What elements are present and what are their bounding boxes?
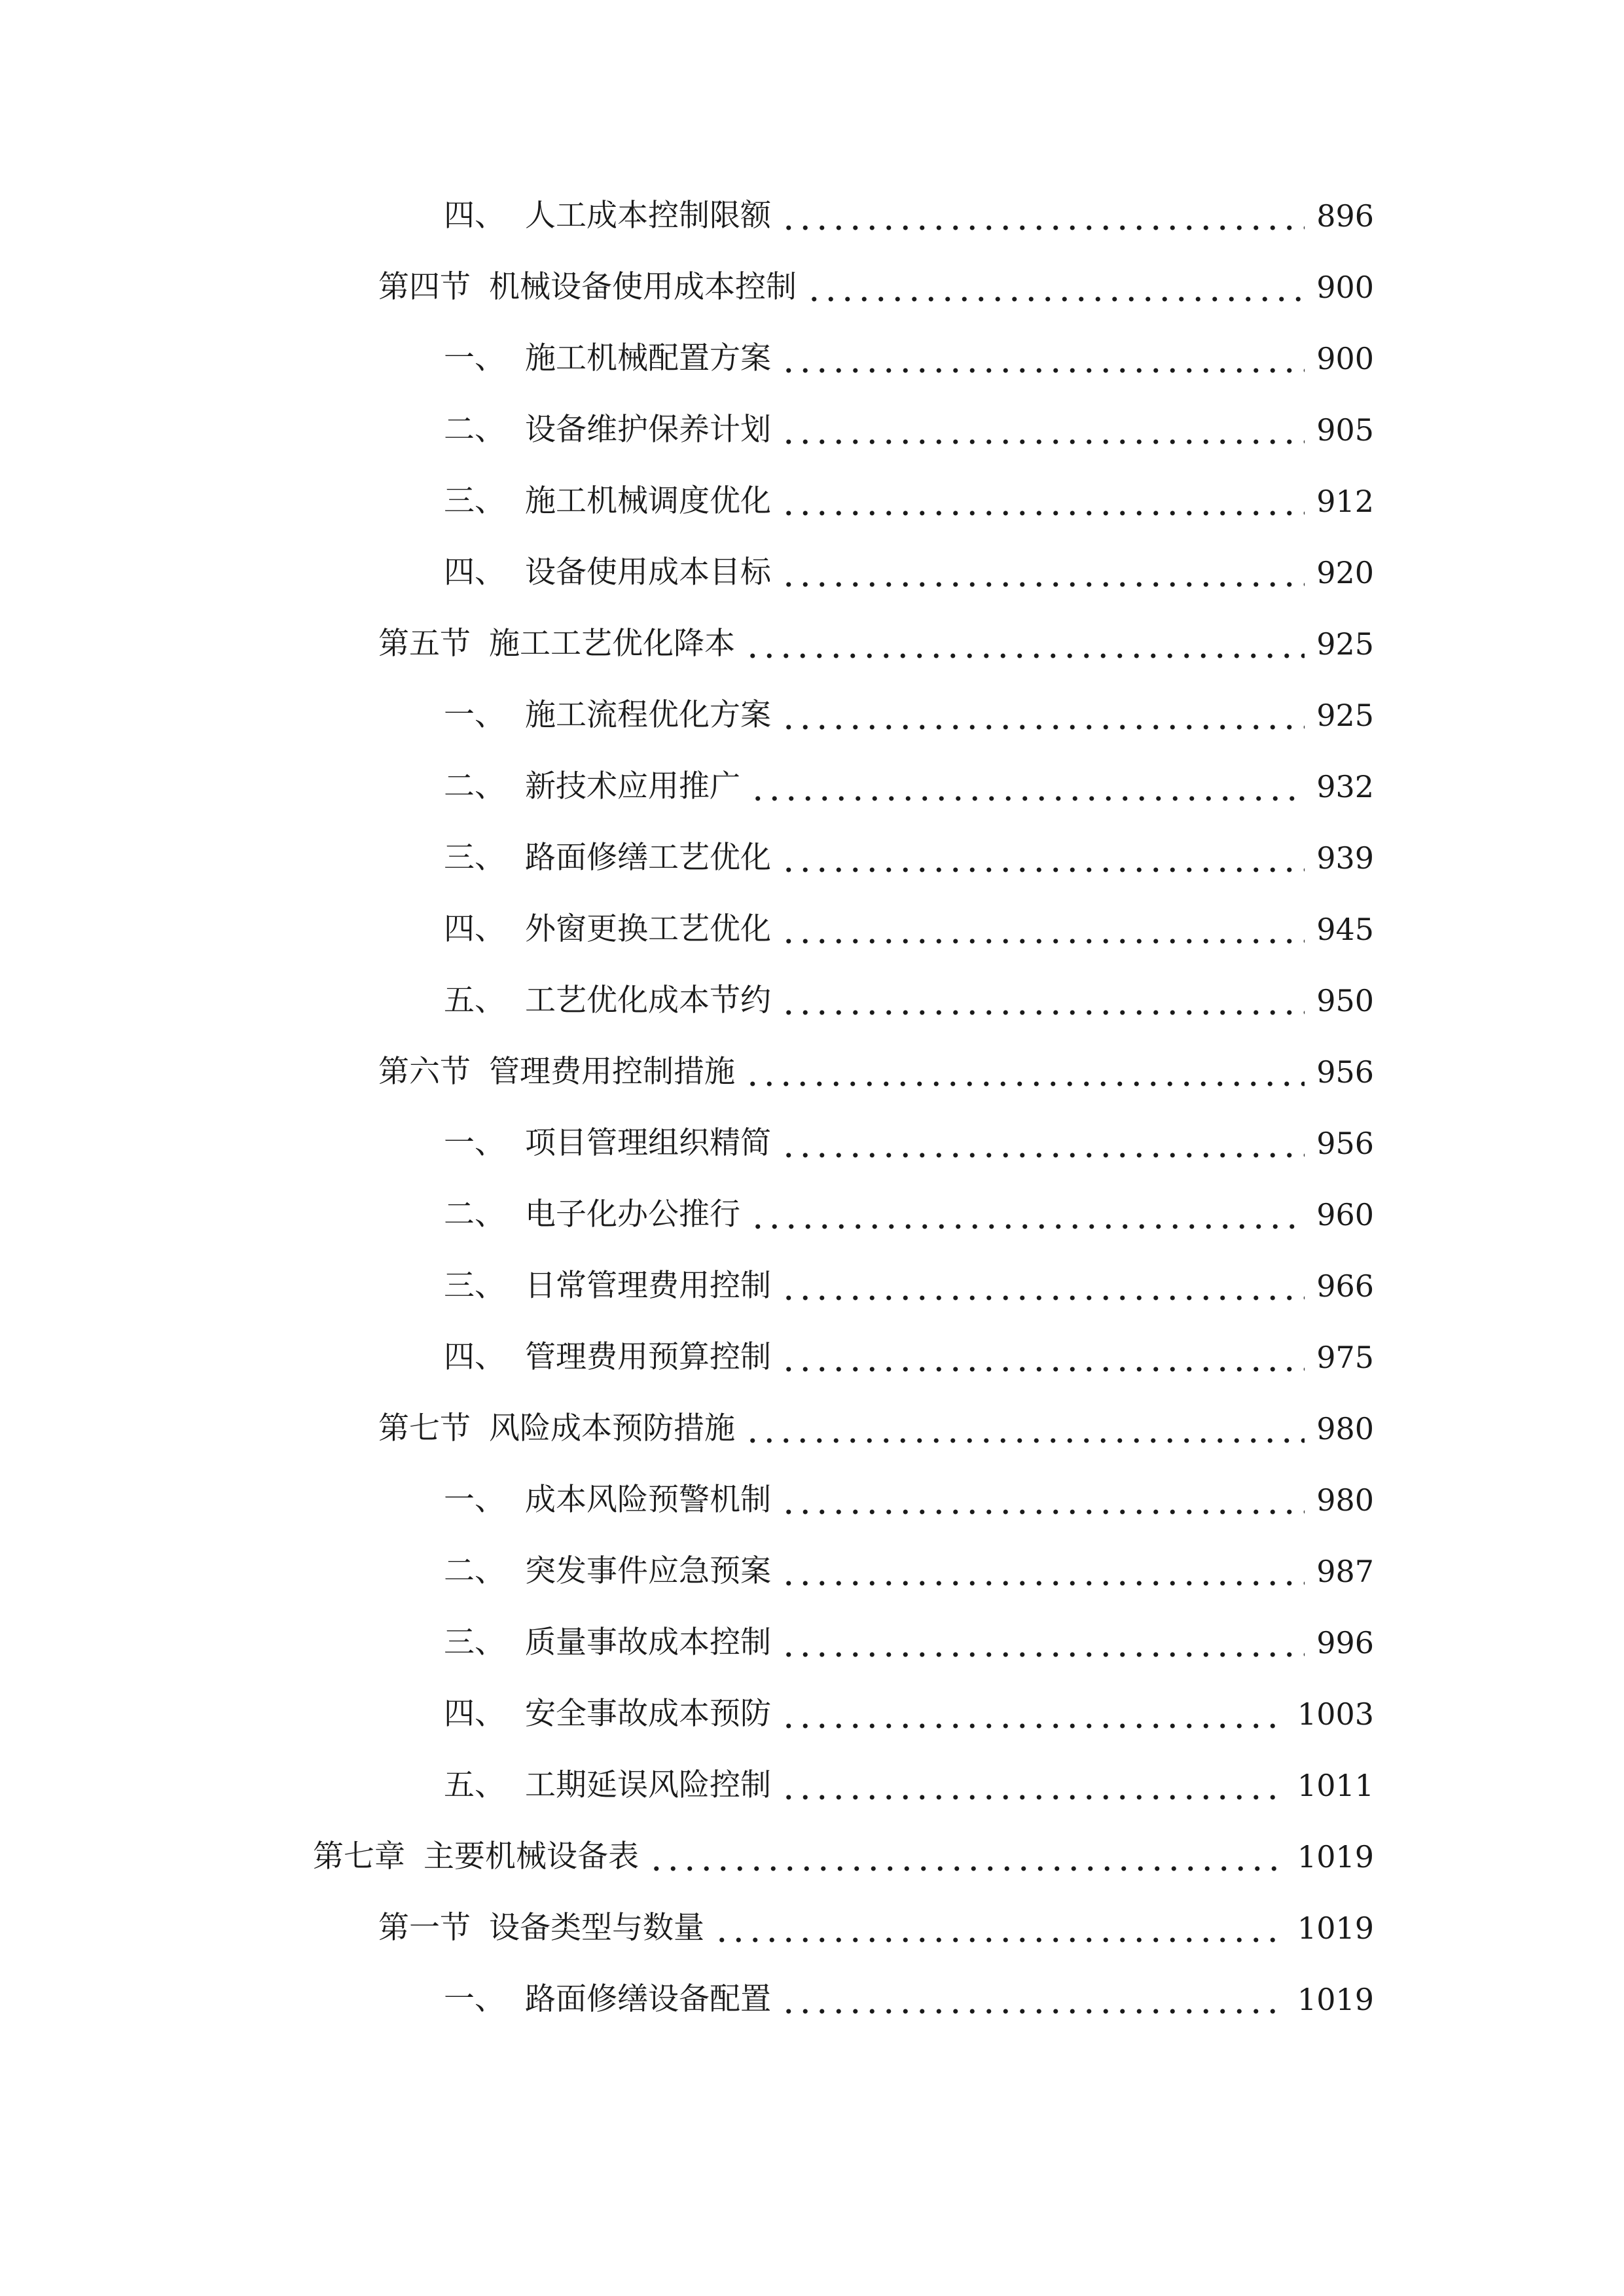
toc-entry[interactable] <box>444 1759 1374 1812</box>
dot-leader <box>744 618 1305 670</box>
toc-entry[interactable] <box>378 1902 1374 1954</box>
dot-leader <box>744 1046 1305 1098</box>
entry-label <box>444 190 771 242</box>
entry-page-number: 950 <box>1316 983 1374 1018</box>
entry-label <box>444 1617 771 1669</box>
entry-number: 二、 <box>444 768 505 804</box>
entry-number: 三、 <box>444 1624 505 1660</box>
dot-leader <box>806 261 1305 314</box>
toc-entry[interactable] <box>444 1117 1374 1170</box>
entry-number: 一、 <box>444 1125 505 1161</box>
dot-leader <box>780 1688 1286 1740</box>
entry-number: 一、 <box>444 1981 505 2017</box>
entry-page-number: 920 <box>1316 555 1374 590</box>
toc-entry[interactable] <box>378 1403 1374 1455</box>
dot-leader <box>749 1189 1305 1241</box>
entry-page-number: 980 <box>1316 1482 1374 1518</box>
toc-entry[interactable] <box>444 1973 1374 2026</box>
entry-page-number: 925 <box>1316 698 1374 733</box>
entry-number: 第四节 <box>378 269 471 305</box>
entry-label <box>444 1117 771 1170</box>
entry-page-number: 939 <box>1316 840 1374 876</box>
entry-label <box>444 761 740 813</box>
entry-label <box>378 618 735 670</box>
entry-title: 设备使用成本目标 <box>525 554 771 590</box>
toc-entry[interactable] <box>444 1688 1374 1740</box>
entry-page-number: 966 <box>1316 1268 1374 1304</box>
dot-leader <box>780 689 1305 742</box>
entry-label <box>444 689 771 742</box>
entry-label <box>378 1046 735 1098</box>
entry-label <box>378 261 797 314</box>
entry-label <box>444 1759 771 1812</box>
entry-page-number: 980 <box>1316 1411 1374 1446</box>
entry-title: 新技术应用推广 <box>525 768 740 804</box>
entry-label <box>444 475 771 528</box>
entry-label <box>378 1902 704 1954</box>
dot-leader <box>780 547 1305 599</box>
entry-page-number: 1011 <box>1297 1768 1374 1803</box>
toc-entry[interactable] <box>378 1046 1374 1098</box>
entry-title: 质量事故成本控制 <box>525 1624 771 1660</box>
entry-page-number: 905 <box>1316 412 1374 448</box>
entry-page-number: 900 <box>1316 270 1374 305</box>
entry-label <box>444 1260 771 1312</box>
entry-title: 施工流程优化方案 <box>525 697 771 733</box>
toc-entry[interactable] <box>444 332 1374 385</box>
entry-number: 第七章 <box>313 1839 405 1874</box>
entry-page-number: 912 <box>1316 484 1374 519</box>
entry-label <box>444 1474 771 1526</box>
entry-number: 三、 <box>444 1268 505 1304</box>
entry-number: 三、 <box>444 483 505 519</box>
toc-entry[interactable] <box>444 689 1374 742</box>
entry-label <box>444 832 771 884</box>
entry-page-number: 996 <box>1316 1625 1374 1660</box>
entry-number: 四、 <box>444 554 505 590</box>
dot-leader <box>780 190 1305 242</box>
entry-title: 管理费用控制措施 <box>489 1054 735 1090</box>
dot-leader <box>780 332 1305 385</box>
toc-entry[interactable] <box>444 1474 1374 1526</box>
toc-entry[interactable] <box>444 547 1374 599</box>
toc-entry[interactable] <box>444 832 1374 884</box>
entry-title: 安全事故成本预防 <box>525 1696 771 1732</box>
entry-title: 路面修缮设备配置 <box>525 1981 771 2017</box>
entry-page-number: 1019 <box>1297 1839 1374 1874</box>
entry-number: 第一节 <box>378 1910 471 1946</box>
toc-entry[interactable] <box>444 404 1374 456</box>
toc-entry[interactable] <box>444 903 1374 956</box>
dot-leader <box>780 1117 1305 1170</box>
entry-label <box>444 1688 771 1740</box>
toc-entry[interactable] <box>444 1331 1374 1384</box>
dot-leader <box>780 903 1305 956</box>
dot-leader <box>780 475 1305 528</box>
entry-page-number: 900 <box>1316 341 1374 376</box>
toc-entry[interactable] <box>378 618 1374 670</box>
entry-number: 五、 <box>444 982 505 1018</box>
entry-number: 二、 <box>444 412 505 448</box>
entry-page-number: 1003 <box>1297 1696 1374 1732</box>
entry-number: 四、 <box>444 1696 505 1732</box>
entry-number: 第七节 <box>378 1410 471 1446</box>
entry-title: 管理费用预算控制 <box>525 1339 771 1375</box>
toc-entry[interactable] <box>313 1831 1374 1883</box>
entry-title: 项目管理组织精简 <box>525 1125 771 1161</box>
entry-page-number: 896 <box>1316 198 1374 234</box>
dot-leader <box>780 832 1305 884</box>
entry-number: 二、 <box>444 1553 505 1589</box>
dot-leader <box>713 1902 1286 1954</box>
entry-label <box>378 1403 735 1455</box>
entry-title: 机械设备使用成本控制 <box>489 269 797 305</box>
entry-number: 五、 <box>444 1767 505 1803</box>
toc-entry[interactable] <box>444 761 1374 813</box>
entry-page-number: 1019 <box>1297 1982 1374 2017</box>
entry-title: 风险成本预防措施 <box>489 1410 735 1446</box>
entry-title: 设备类型与数量 <box>489 1910 704 1946</box>
entry-title: 日常管理费用控制 <box>525 1268 771 1304</box>
entry-label <box>444 547 771 599</box>
entry-title: 工期延误风险控制 <box>525 1767 771 1803</box>
entry-title: 人工成本控制限额 <box>525 198 771 234</box>
dot-leader <box>780 1331 1305 1384</box>
entry-number: 三、 <box>444 840 505 876</box>
dot-leader <box>780 404 1305 456</box>
dot-leader <box>744 1403 1305 1455</box>
entry-number: 一、 <box>444 1482 505 1518</box>
entry-label <box>444 1545 771 1598</box>
toc-entry[interactable] <box>378 261 1374 314</box>
dot-leader <box>780 1474 1305 1526</box>
entry-page-number: 975 <box>1316 1340 1374 1375</box>
entry-label <box>444 332 771 385</box>
entry-title: 施工工艺优化降本 <box>489 626 735 662</box>
entry-label <box>444 1331 771 1384</box>
entry-label <box>444 975 771 1027</box>
toc-entry[interactable] <box>444 475 1374 528</box>
entry-title: 设备维护保养计划 <box>525 412 771 448</box>
entry-number: 第五节 <box>378 626 471 662</box>
toc-entry[interactable] <box>444 1617 1374 1669</box>
entry-page-number: 956 <box>1316 1126 1374 1161</box>
entry-title: 施工机械配置方案 <box>525 340 771 376</box>
dot-leader <box>780 1759 1286 1812</box>
entry-page-number: 1019 <box>1297 1910 1374 1946</box>
dot-leader <box>780 1260 1305 1312</box>
entry-number: 一、 <box>444 340 505 376</box>
entry-title: 外窗更换工艺优化 <box>525 911 771 947</box>
entry-page-number: 956 <box>1316 1054 1374 1090</box>
entry-page-number: 925 <box>1316 626 1374 662</box>
dot-leader <box>749 761 1305 813</box>
dot-leader <box>780 1617 1305 1669</box>
dot-leader <box>780 975 1305 1027</box>
toc-entry[interactable] <box>444 1189 1374 1241</box>
toc-entry[interactable] <box>444 190 1374 242</box>
entry-page-number: 960 <box>1316 1197 1374 1232</box>
entry-number: 一、 <box>444 697 505 733</box>
entry-number: 四、 <box>444 1339 505 1375</box>
entry-title: 突发事件应急预案 <box>525 1553 771 1589</box>
entry-page-number: 932 <box>1316 769 1374 804</box>
entry-label <box>313 1831 639 1883</box>
entry-title: 电子化办公推行 <box>525 1196 740 1232</box>
entry-title: 施工机械调度优化 <box>525 483 771 519</box>
entry-title: 成本风险预警机制 <box>525 1482 771 1518</box>
entry-label <box>444 404 771 456</box>
entry-title: 主要机械设备表 <box>424 1839 639 1874</box>
dot-leader <box>780 1973 1286 2026</box>
entry-number: 第六节 <box>378 1054 471 1090</box>
dot-leader <box>648 1831 1286 1883</box>
entry-title: 工艺优化成本节约 <box>525 982 771 1018</box>
entry-label <box>444 903 771 956</box>
entry-title: 路面修缮工艺优化 <box>525 840 771 876</box>
toc-entry[interactable] <box>444 975 1374 1027</box>
entry-number: 四、 <box>444 911 505 947</box>
entry-label <box>444 1189 740 1241</box>
toc-entry[interactable] <box>444 1545 1374 1598</box>
dot-leader <box>780 1545 1305 1598</box>
entry-number: 二、 <box>444 1196 505 1232</box>
entry-number: 四、 <box>444 198 505 234</box>
entry-page-number: 987 <box>1316 1554 1374 1589</box>
toc-entry[interactable] <box>444 1260 1374 1312</box>
entry-page-number: 945 <box>1316 912 1374 947</box>
entry-label <box>444 1973 771 2026</box>
